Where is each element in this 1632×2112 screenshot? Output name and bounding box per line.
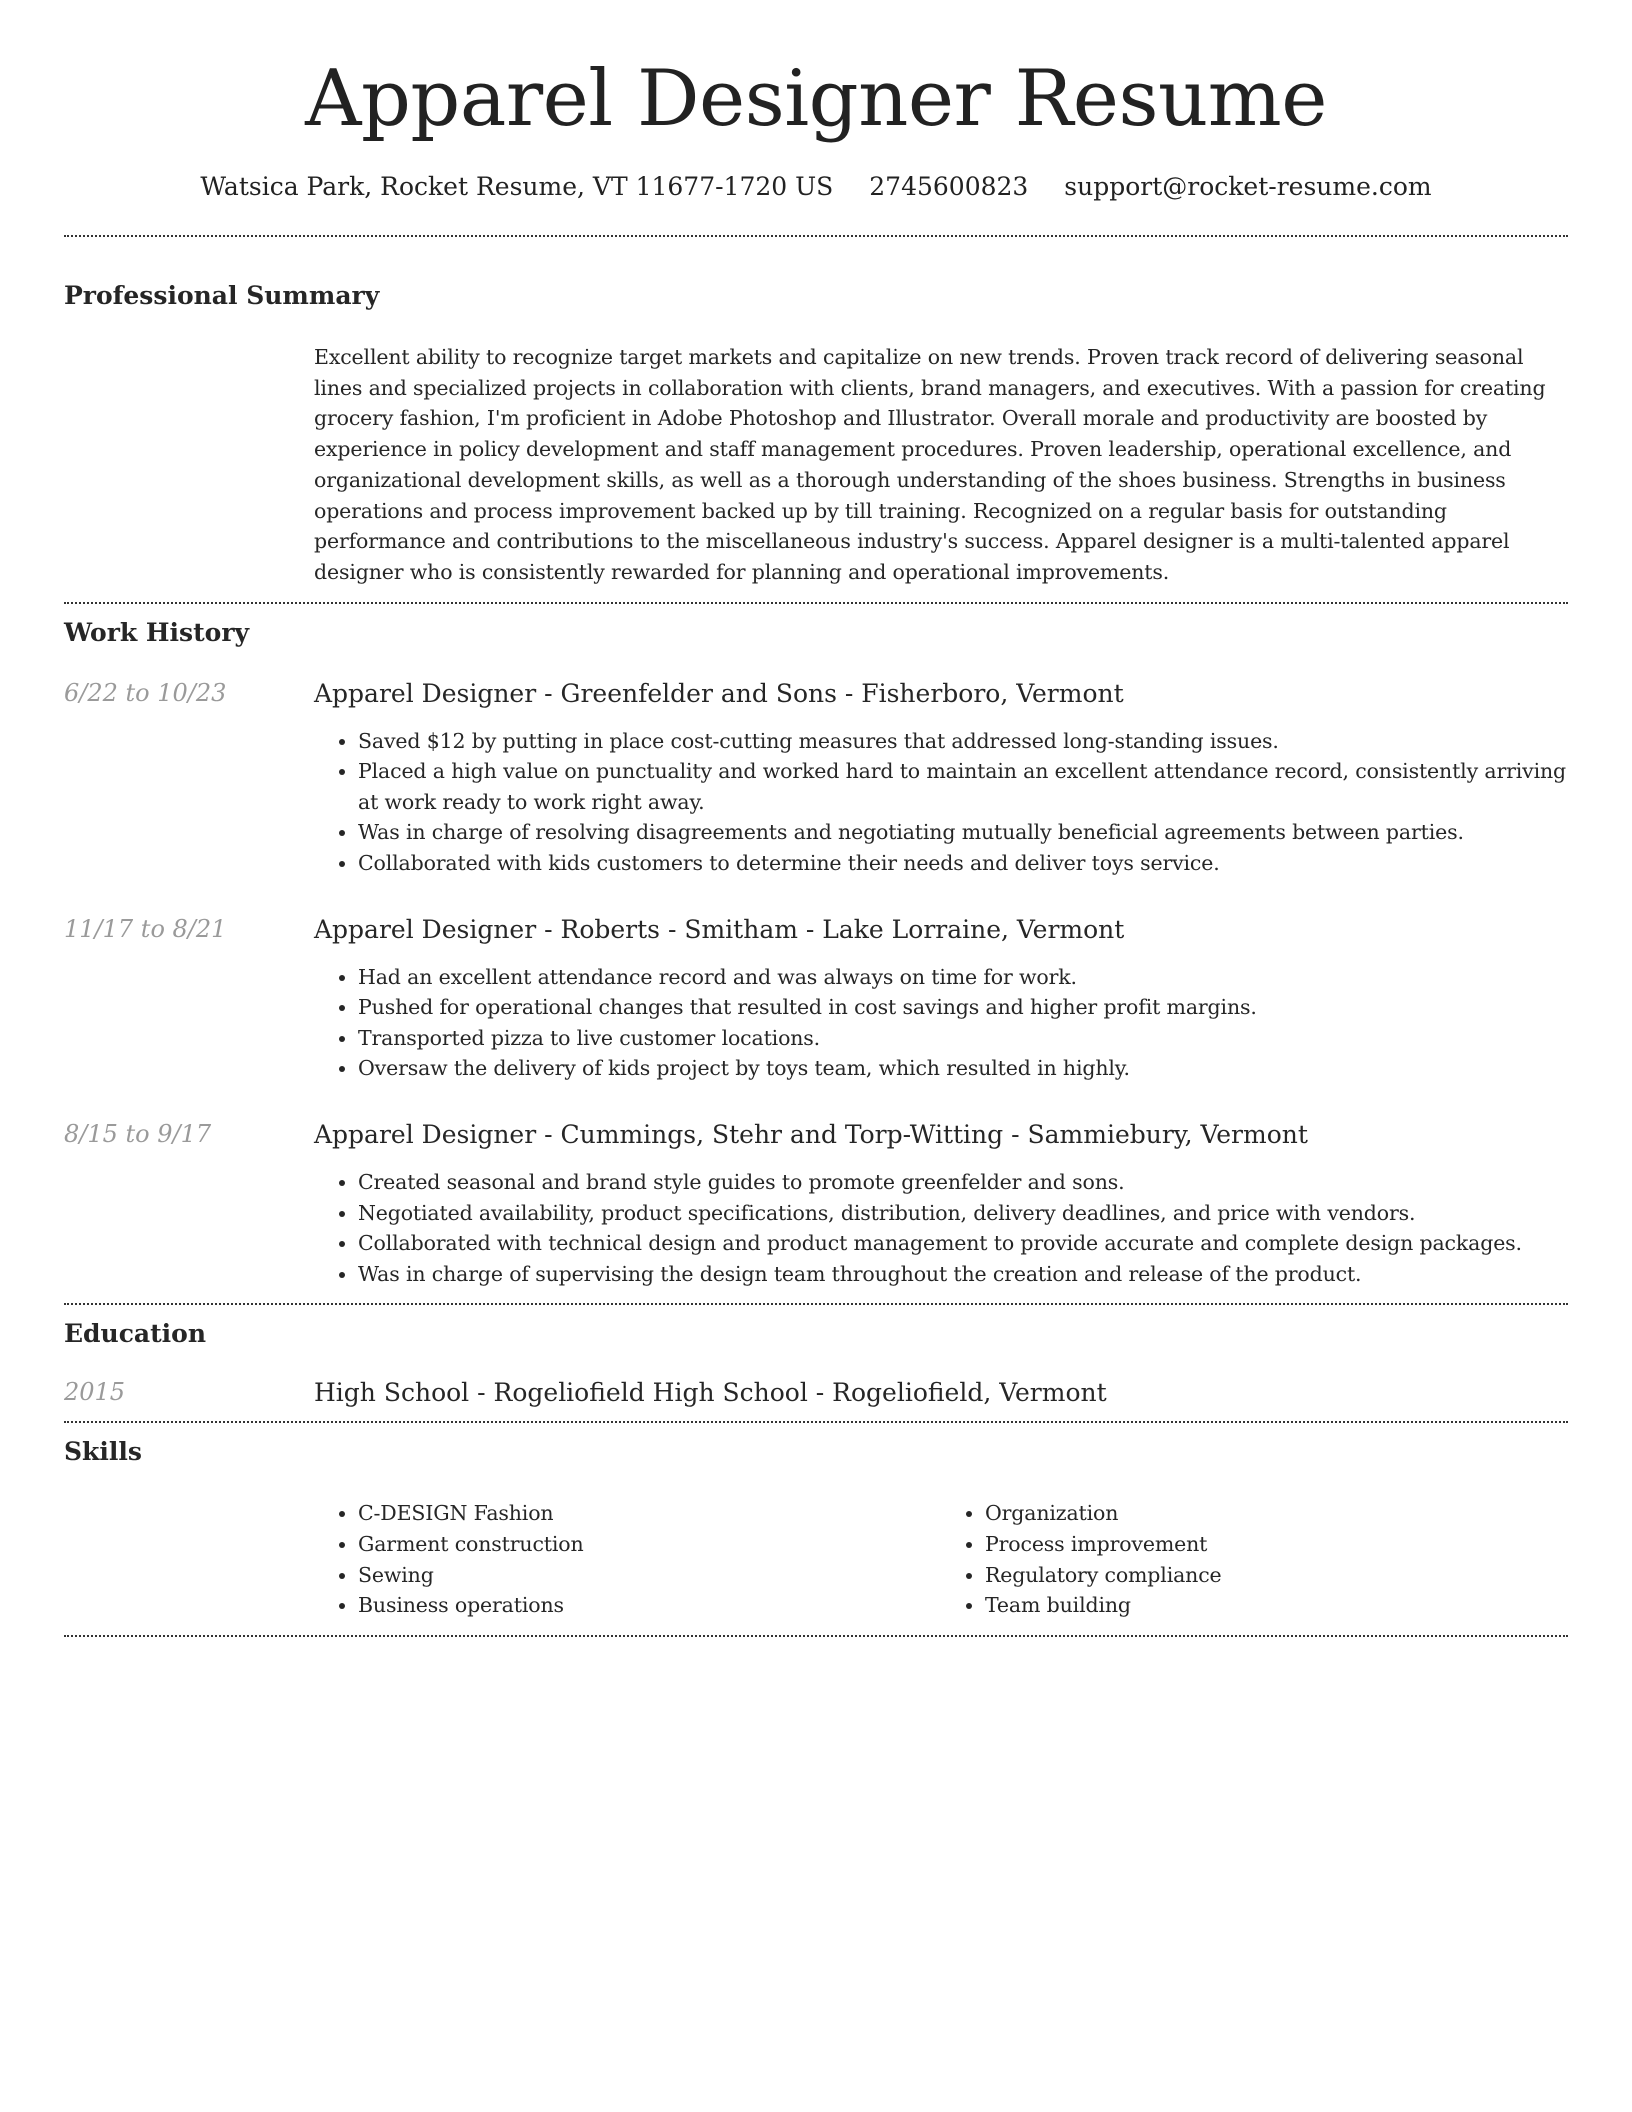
summary-text: Excellent ability to recognize target markets and capitalize on new trends. Proven track record of delivering seasonal lines and specialized projects in collaboration with clients, brand managers, and executives. With a passion for creating grocery fashion, I'm proficient in Adobe Photoshop and Illustrator. Overall morale and productivity are boosted by experience in policy development and staff management procedures. Proven leadership, operational excellence, and organizational development skills, as well as a thorough understanding of the shoes business. Strengths in business operations and process improvement backed up by till training. Recognized on a regular basis for outstanding performance and contributions to the miscellaneous industry's success. Apparel designer is a multi-talented apparel designer who is consistently rewarded for planning and operational improvements. bbox=[314, 345, 1546, 584]
contact-address: Watsica Park, Rocket Resume, VT 11677-1720 US bbox=[200, 172, 834, 201]
contact-phone: 2745600823 bbox=[869, 172, 1029, 201]
skill-item: • Regulatory compliance bbox=[985, 1560, 1568, 1591]
job-entry bbox=[64, 914, 1568, 1084]
section-title-summary: Professional Summary bbox=[64, 281, 380, 310]
skills-column-left bbox=[314, 1498, 941, 1620]
skill-item: • Garment construction bbox=[358, 1529, 941, 1560]
job-bullet: • Pushed for operational changes that resulted in cost savings and higher profit margins. bbox=[358, 992, 1568, 1023]
section-title-education: Education bbox=[64, 1319, 207, 1349]
education-entry bbox=[64, 1378, 1568, 1408]
job-bullet: • Collaborated with technical design and product management to provide accurate and complete design packages. bbox=[358, 1228, 1568, 1259]
divider bbox=[64, 602, 1568, 604]
job-dates: 6/22 to 10/23 bbox=[64, 678, 227, 707]
job-bullet: • Negotiated availability, product specifications, distribution, delivery deadlines, and price with vendors. bbox=[358, 1198, 1568, 1229]
job-heading: Apparel Designer - Roberts - Smitham - Lake Lorraine, Vermont bbox=[314, 914, 1125, 944]
job-bullet: • Placed a high value on punctuality and worked hard to maintain an excellent attendance record, consistently arriving at work ready to work right away. bbox=[358, 756, 1568, 817]
job-bullets bbox=[314, 1167, 1568, 1289]
skill-item: • Team building bbox=[985, 1590, 1568, 1621]
job-dates: 8/15 to 9/17 bbox=[64, 1119, 212, 1148]
job-bullets bbox=[314, 962, 1568, 1084]
job-bullet: • Was in charge of resolving disagreements and negotiating mutually beneficial agreements between parties. bbox=[358, 817, 1568, 848]
job-bullet: • Was in charge of supervising the design team throughout the creation and release of the product. bbox=[358, 1259, 1568, 1290]
job-bullet: • Had an excellent attendance record and was always on time for work. bbox=[358, 962, 1568, 993]
job-bullet: • Collaborated with kids customers to determine their needs and deliver toys service. bbox=[358, 848, 1568, 879]
contact-email: support@rocket-resume.com bbox=[1064, 172, 1432, 201]
job-bullets bbox=[314, 726, 1568, 879]
skill-item: • Organization bbox=[985, 1498, 1568, 1529]
section-title-work-history: Work History bbox=[64, 617, 250, 647]
education-year: 2015 bbox=[64, 1378, 126, 1407]
section-title-skills: Skills bbox=[64, 1437, 142, 1467]
divider bbox=[64, 1421, 1568, 1423]
skill-item: • C-DESIGN Fashion bbox=[358, 1498, 941, 1529]
education-heading: High School - Rogeliofield High School - Rogeliofield, Vermont bbox=[314, 1378, 1107, 1408]
divider bbox=[64, 1303, 1568, 1305]
skills-column-right bbox=[941, 1498, 1568, 1620]
skill-item: • Process improvement bbox=[985, 1529, 1568, 1560]
job-heading: Apparel Designer - Cummings, Stehr and Torp-Witting - Sammiebury, Vermont bbox=[314, 1119, 1308, 1149]
job-bullet: • Saved $12 by putting in place cost-cutting measures that addressed long-standing issues. bbox=[358, 726, 1568, 757]
skill-item: • Business operations bbox=[358, 1590, 941, 1621]
job-dates: 11/17 to 8/21 bbox=[64, 914, 227, 943]
job-bullet: • Oversaw the delivery of kids project by toys team, which resulted in highly. bbox=[358, 1053, 1568, 1084]
contact-line bbox=[64, 174, 1568, 199]
divider bbox=[64, 235, 1568, 237]
job-bullet: • Created seasonal and brand style guides to promote greenfelder and sons. bbox=[358, 1167, 1568, 1198]
skills-list bbox=[314, 1498, 1568, 1620]
skill-item: • Sewing bbox=[358, 1560, 941, 1591]
job-entry bbox=[64, 678, 1568, 879]
job-bullet: • Transported pizza to live customer locations. bbox=[358, 1023, 1568, 1054]
job-heading: Apparel Designer - Greenfelder and Sons - Fisherboro, Vermont bbox=[314, 678, 1124, 708]
divider bbox=[64, 1635, 1568, 1637]
resume-title: Apparel Designer Resume bbox=[305, 54, 1327, 144]
job-entry bbox=[64, 1119, 1568, 1303]
